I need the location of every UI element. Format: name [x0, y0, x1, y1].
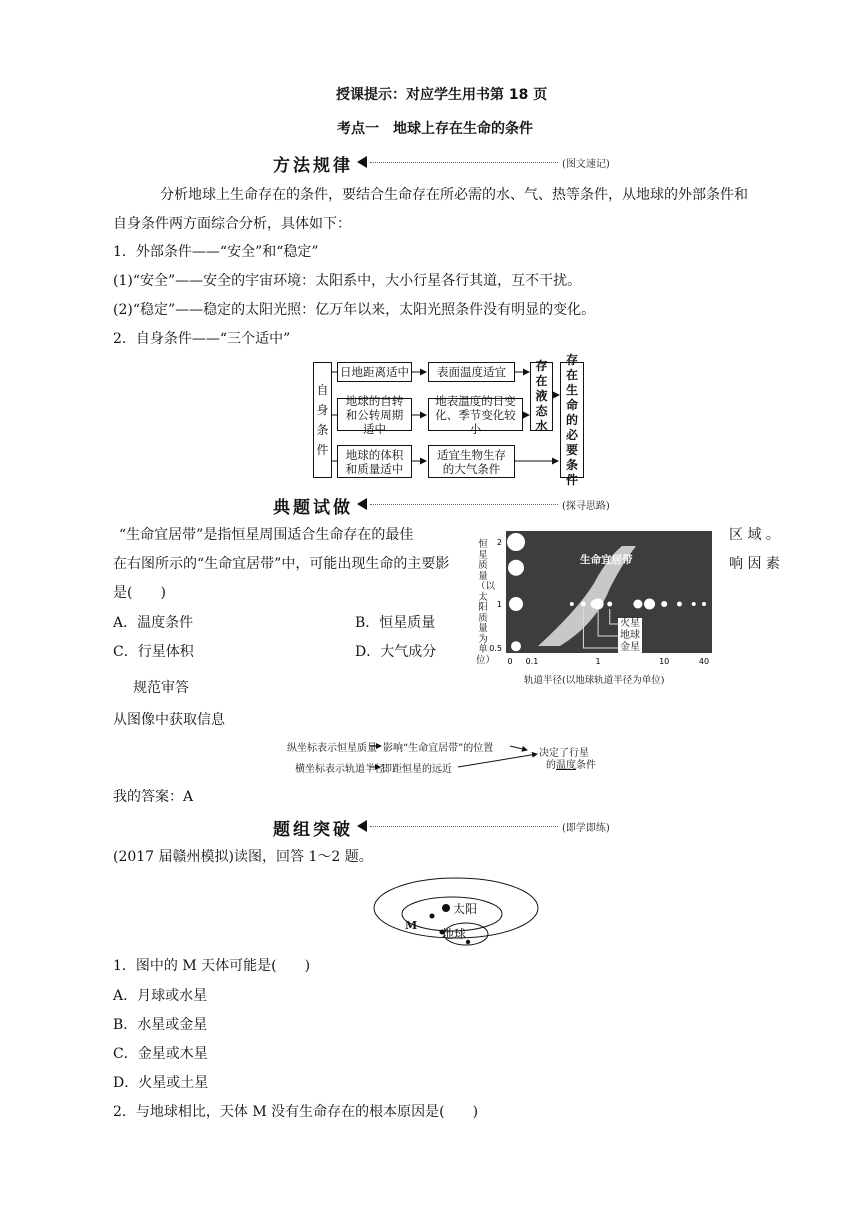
section-note: (探寻思路): [562, 501, 610, 512]
option-d[interactable]: D．大气成分: [355, 644, 437, 660]
planet-dot-10: [702, 602, 706, 606]
info-flow-result: 决定了行星: [539, 748, 589, 759]
flow-liquid-water: 存在液态水: [530, 362, 553, 431]
info-flow-y: 纵坐标表示恒星质量: [287, 743, 377, 754]
flow-life-condition: 存在生命的必要条件: [560, 362, 584, 478]
q1-option-c[interactable]: C．金星或木星: [113, 1046, 208, 1062]
flow-temperature: 表面温度适宜: [428, 362, 515, 382]
info-flow-x: 横坐标表示轨道半径: [295, 764, 385, 775]
q1-option-b[interactable]: B．水星或金星: [113, 1017, 208, 1033]
planet-dot-1: [581, 602, 586, 607]
info-flow-position: 影响“生命宜居带”的位置: [383, 743, 494, 754]
info-flow-distance: 即距恒星的远近: [382, 764, 452, 775]
planet-dot-4: [607, 602, 612, 607]
section-title: 题组突破: [273, 820, 353, 840]
planet-dot-5: [633, 600, 642, 609]
chart-band-label: 生命宜居带: [580, 554, 633, 566]
flow-rotation: 地球的自转和公转周期适中: [337, 398, 412, 431]
arrow-left-icon: [357, 820, 367, 832]
chart-xlabel: 轨道半径(以地球轨道半径为单位): [524, 675, 665, 686]
chart-ylabel: 恒星质量（以太阳质量为单位）: [476, 539, 496, 666]
question-line2-end: 响 因 素: [729, 556, 780, 572]
x-tick-0: 0: [507, 657, 513, 666]
option-b[interactable]: B．恒星质量: [355, 615, 436, 631]
y-tick-2: 0.5: [489, 644, 502, 653]
external-title: 1．外部条件——“安全”和“稳定”: [113, 244, 319, 260]
planet-dot-8: [677, 602, 682, 607]
planet-dot-6: [644, 599, 655, 610]
external-p1: (1)“安全”——安全的宇宙环境：太阳系中，大小行星各行其道，互不干扰。: [113, 273, 582, 289]
x-tick-2: 1: [595, 657, 601, 666]
x-tick-4: 40: [698, 657, 710, 666]
topic-title: 考点一 地球上存在生命的条件: [337, 121, 533, 137]
guide-label: 规范审答: [133, 680, 189, 696]
planet-dot-9: [692, 602, 696, 606]
q1-option-d[interactable]: D．火星或土星: [113, 1075, 209, 1091]
sun-dot: [442, 904, 450, 912]
section-title: 典题试做: [273, 498, 353, 518]
sun-label: 太阳: [453, 902, 478, 916]
planet-dot-3: [593, 599, 604, 610]
flow-volume-mass: 地球的体积和质量适中: [337, 445, 412, 478]
guide-info: 从图像中获取信息: [113, 712, 225, 728]
group-intro: (2017 届赣州模拟)读图，回答 1～2 题。: [113, 849, 373, 865]
option-a[interactable]: A．温度条件: [113, 615, 194, 631]
lesson-hint: 授课提示：对应学生用书第 18 页: [336, 87, 548, 103]
info-flow-result2: 的温度条件: [546, 760, 596, 771]
q1-stem: 1．图中的 M 天体可能是( ): [113, 958, 311, 974]
y-tick-0: 2: [496, 538, 502, 547]
y-tick-1: 1: [496, 600, 502, 609]
habitable-zone-plot: [476, 526, 726, 686]
planet-label-earth: 地球: [620, 630, 640, 641]
planet-label-venus: 金星: [620, 642, 640, 653]
m-label: M: [405, 919, 418, 932]
option-c[interactable]: C．行星体积: [113, 644, 194, 660]
m-dot: [430, 914, 435, 919]
question-line3: 是( ): [113, 585, 166, 601]
star-dot-4: [513, 683, 520, 687]
section-note: (即学即练): [562, 823, 610, 834]
satellite-dot: [466, 940, 470, 944]
question-line1-end: 区 域 。: [729, 527, 780, 543]
dotted-divider: [370, 826, 558, 827]
section-note: (图文速记): [562, 159, 610, 170]
internal-title: 2．自身条件——“三个适中”: [113, 331, 291, 347]
flow-daily-variation: 地表温度的日变化、季节变化较小: [428, 398, 523, 431]
arrow-left-icon: [357, 498, 367, 510]
planet-dot-7: [661, 601, 667, 607]
star-dot-0: [507, 533, 525, 551]
planet-label-mars: 火星: [620, 618, 640, 629]
plot-area: [506, 531, 712, 653]
intro-paragraph: 分析地球上生命存在的条件，要结合生命存在所必需的水、气、热等条件，从地球的外部条件和自身条件两方面综合分析，具体如下：: [113, 187, 748, 232]
x-tick-1: 0.1: [525, 657, 539, 666]
q2-stem: 2．与地球相比，天体 M 没有生命存在的根本原因是( ): [113, 1104, 479, 1120]
flow-distance: 日地距离适中: [337, 362, 412, 382]
external-p2: (2)“稳定”——稳定的太阳光照：亿万年以来，太阳光照条件没有明显的变化。: [113, 302, 596, 318]
my-answer: 我的答案：A: [113, 789, 194, 805]
question-line2: 在右图所示的“生命宜居带”中，可能出现生命的主要影: [113, 556, 450, 572]
star-dot-2: [509, 597, 523, 611]
q1-option-a[interactable]: A．月球或水星: [113, 988, 208, 1004]
dotted-divider: [370, 504, 558, 505]
earth-label: 地球: [442, 927, 467, 941]
planet-dot-0: [570, 602, 574, 606]
star-dot-3: [511, 641, 521, 651]
x-tick-3: 10: [659, 657, 670, 666]
question-line1: “生命宜居带”是指恒星周围适合生命存在的最佳: [119, 527, 414, 543]
flow-self-conditions: 自身条件: [313, 362, 332, 478]
section-title: 方法规律: [273, 156, 353, 176]
flow-atmosphere: 适宜生物生存的大气条件: [428, 445, 515, 478]
star-dot-1: [508, 560, 524, 576]
